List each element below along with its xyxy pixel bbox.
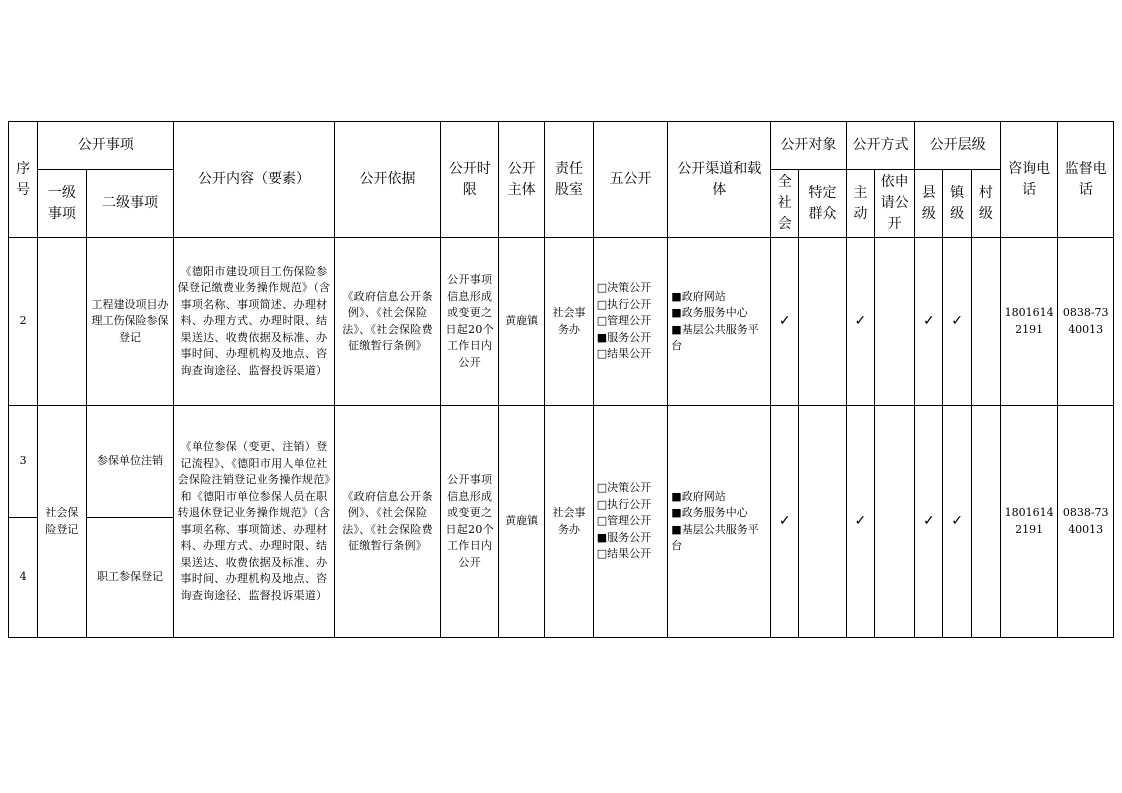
row-limit: 公开事项信息形成或变更之日起20个工作日内公开 xyxy=(441,238,498,406)
header-consult: 咨询电话 xyxy=(1000,122,1057,238)
row-basis: 《政府信息公开条例》、《社会保险法》、《社会保险费征缴暂行条例》 xyxy=(334,238,441,406)
check-target-all: ✓ xyxy=(771,406,799,638)
table-row xyxy=(9,406,1114,518)
header-mode-active: 主动 xyxy=(846,170,874,238)
five-option: ■服务公开 xyxy=(596,530,652,544)
five-option: □决策公开 xyxy=(596,281,652,295)
header-basis: 公开依据 xyxy=(334,122,441,238)
row-content: 《单位参保（变更、注销）登记流程》、《德阳市用人单位社会保险注销登记业务操作规范》和《德阳市单位参保人员在职转退休登记业务操作规范》（含事项名称、事项简述、办理材料、办理方式、办理时限、结果送达、收费依据及标准、办事时间、办理机构及地点、咨询查询途径、监督投诉渠道） xyxy=(174,406,334,638)
header-subject: 公开主体 xyxy=(498,122,544,238)
header-lvl2: 二级事项 xyxy=(86,170,174,238)
row-basis: 《政府信息公开条例》、《社会保险法》、《社会保险费征缴暂行条例》 xyxy=(334,406,441,638)
channel-option: ■政务服务中心 xyxy=(671,506,748,519)
five-option: □决策公开 xyxy=(596,481,652,495)
check-level-town: ✓ xyxy=(943,406,971,638)
header-lvl1: 一级事项 xyxy=(38,170,86,238)
check-mode-active: ✓ xyxy=(846,406,874,638)
header-level-county: 县级 xyxy=(915,170,943,238)
header-target: 公开对象 xyxy=(771,122,847,170)
check-level-county: ✓ xyxy=(915,406,943,638)
channel-option: ■政府网站 xyxy=(671,489,726,503)
check-mode-apply xyxy=(874,238,914,406)
five-option: ■服务公开 xyxy=(596,330,652,344)
header-level: 公开层级 xyxy=(915,122,1001,170)
header-level-town: 镇级 xyxy=(943,170,971,238)
row-channel xyxy=(668,238,771,406)
row-lvl2: 工程建设项目办理工伤保险参保登记 xyxy=(86,238,174,406)
check-level-village xyxy=(971,238,1000,406)
row-channel xyxy=(668,406,771,638)
row-supervise: 0838-7340013 xyxy=(1058,406,1114,638)
row-seq: 4 xyxy=(9,518,38,638)
header-channel: 公开渠道和载体 xyxy=(668,122,771,238)
header-supervise: 监督电话 xyxy=(1058,122,1114,238)
row-seq: 3 xyxy=(9,406,38,518)
header-item: 公开事项 xyxy=(38,122,174,170)
check-target-specific xyxy=(799,406,846,638)
header-limit: 公开时限 xyxy=(441,122,498,238)
row-seq: 2 xyxy=(9,238,38,406)
row-consult: 18016142191 xyxy=(1000,406,1057,638)
header-mode: 公开方式 xyxy=(846,122,915,170)
channel-option: ■政府网站 xyxy=(671,289,726,303)
header-office: 责任股室 xyxy=(545,122,593,238)
five-option: □结果公开 xyxy=(596,347,652,361)
row-five xyxy=(593,406,668,638)
row-consult: 18016142191 xyxy=(1000,238,1057,406)
row-content: 《德阳市建设项目工伤保险参保登记缴费业务操作规范》（含事项名称、事项简述、办理材料、办理方式、办理时限、结果送达、收费依据及标准、办事时间、办理机构及地点、咨询查询途径、监督投诉渠道） xyxy=(174,238,334,406)
five-option: □管理公开 xyxy=(596,514,652,528)
check-target-specific xyxy=(799,238,846,406)
header-target-specific: 特定群众 xyxy=(799,170,846,238)
header-target-all: 全社会 xyxy=(771,170,799,238)
five-option: □结果公开 xyxy=(596,547,652,561)
row-five xyxy=(593,238,668,406)
row-lvl1: 社会保险登记 xyxy=(38,406,86,638)
header-level-village: 村级 xyxy=(971,170,1000,238)
channel-option: ■基层公共服务平台 xyxy=(671,322,759,352)
row-limit: 公开事项信息形成或变更之日起20个工作日内公开 xyxy=(441,406,498,638)
header-row-1 xyxy=(9,122,1114,170)
channel-option: ■基层公共服务平台 xyxy=(671,522,759,552)
row-lvl2: 职工参保登记 xyxy=(86,518,174,638)
header-five: 五公开 xyxy=(593,122,668,238)
five-option: □管理公开 xyxy=(596,314,652,328)
disclosure-table xyxy=(8,121,1114,638)
row-lvl1 xyxy=(38,238,86,406)
check-mode-apply xyxy=(874,406,914,638)
header-seq: 序号 xyxy=(9,122,38,238)
five-option: □执行公开 xyxy=(596,297,652,311)
check-target-all: ✓ xyxy=(771,238,799,406)
row-office: 社会事务办 xyxy=(545,238,593,406)
check-level-county: ✓ xyxy=(915,238,943,406)
header-content: 公开内容（要素） xyxy=(174,122,334,238)
row-subject: 黄鹿镇 xyxy=(498,238,544,406)
row-office: 社会事务办 xyxy=(545,406,593,638)
row-subject: 黄鹿镇 xyxy=(498,406,544,638)
row-lvl2: 参保单位注销 xyxy=(86,406,174,518)
check-level-town: ✓ xyxy=(943,238,971,406)
check-level-village xyxy=(971,406,1000,638)
header-mode-apply: 依申请公开 xyxy=(874,170,914,238)
table-row xyxy=(9,238,1114,406)
check-mode-active: ✓ xyxy=(846,238,874,406)
row-supervise: 0838-7340013 xyxy=(1058,238,1114,406)
channel-option: ■政务服务中心 xyxy=(671,306,748,319)
five-option: □执行公开 xyxy=(596,497,652,511)
